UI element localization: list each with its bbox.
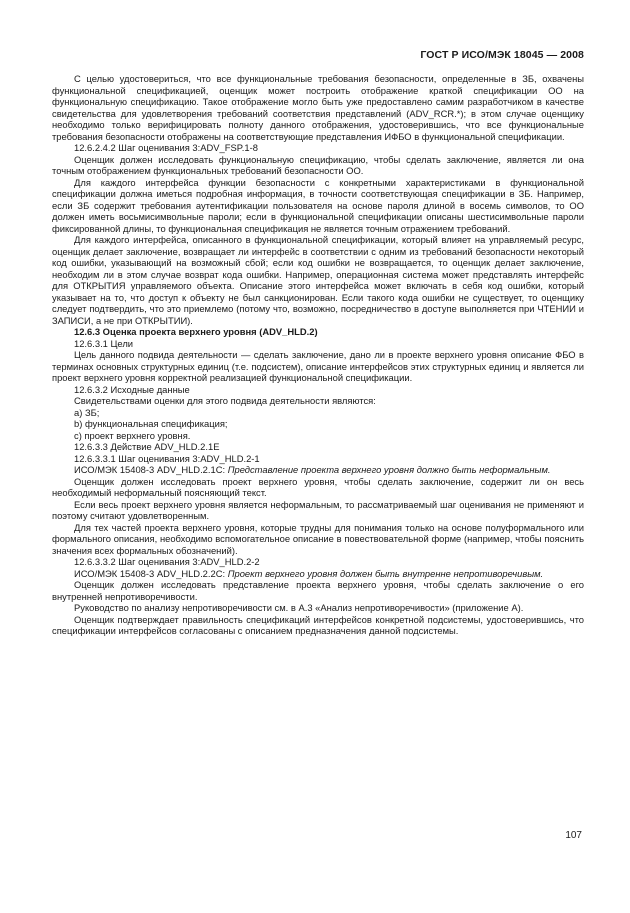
requirement-ref: ИСО/МЭК 15408-3 ADV_HLD.2.1С: (74, 464, 228, 475)
paragraph: 12.6.3.3.1 Шаг оценивания 3:ADV_HLD.2-1 (74, 452, 260, 464)
list-item: с) проект верхнего уровня. (74, 429, 191, 441)
paragraph: 12.6.3.3.2 Шаг оценивания 3:ADV_HLD.2-2 (74, 556, 260, 567)
paragraph: Оценщик подтверждает правильность спецификаций интерфейсов конкретной подсистемы, удостоверившись, что спецификации интерфейсов согласованы с описанием предназначения данной подсистемы. (52, 613, 584, 636)
paragraph: Для каждого интерфейса, описанного в функциональной спецификации, который влияет на управляемый ресурс, оценщик делает заключение, возвращает ли интерфейс в соответствии с одним из требований безопасности некоторый код ошибки, указывающий на возможный сбой; если код ошибки не возвращается, то оценщик делает заключение, необходим ли в этом случае возврат кода ошибки. Например, операционная система может представлять интерфейс для ОТКРЫТИЯ управляемого объекта. Описание этого интерфейса может включать в себя код ошибки, который указывает на то, что доступ к объекту не был санкционирован. Если такого кода ошибки не существует, то оценщику следует подтвердить, что это приемлемо (потому что, возможно, посредничество в доступе выполняется при ЧТЕНИИ и ЗАПИСИ, а не при ОТКРЫТИИ). (52, 234, 584, 326)
requirement-ref: ИСО/МЭК 15408-3 ADV_HLD.2.2С: (74, 567, 228, 579)
paragraph: Свидетельствами оценки для этого подвида деятельности являются: (74, 395, 376, 406)
paragraph: Если весь проект верхнего уровня является неформальным, то рассматриваемый шаг оценивания не применяют и поэтому считают удовлетворенным. (52, 498, 584, 521)
paragraph: С целью удостовериться, что все функциональные требования безопасности, определенные в ЗБ, охвачены функциональной спецификацией, оценщик может построить отображение краткой спецификации ОО на функциональную спецификацию. Такое отображение могло быть уже предоставлено самим разработчиком в качестве свидетельства для удовлетворения требований соответствия представлений (ADV_RCR.*); в этом случае оценщику необходимо только верифицировать полноту данного отображения, удостоверившись, что все функциональные требования безопасности отображены на соответствующие представления ИФБО в функциональной спецификации. (52, 73, 584, 142)
paragraph: Оценщик должен исследовать проект верхнего уровня, чтобы сделать заключение, содержит ли он весь необходимый неформальный поясняющий текст. (52, 475, 584, 498)
paragraph: 12.6.2.4.2 Шаг оценивания 3:ADV_FSP.1-8 (74, 142, 258, 153)
paragraph: Оценщик должен исследовать функциональную спецификацию, чтобы сделать заключение, является ли она точным отображением функциональных требований безопасности ОО. (52, 153, 584, 176)
paragraph: Для каждого интерфейса функции безопасности с конкретными характеристиками в функциональной спецификации должна иметься подробная информация, в точности соответствующая спецификации в ЗБ. Например, если ЗБ содержит требования аутентификации пользователя на основе пароля длиной в восемь символов, то ОО должен иметь восьмисимвольные пароли; если в функциональной спецификации описаны шестисимвольные пароли фиксированной длины, то функциональная спецификация не является точным отражением требований. (52, 176, 584, 234)
requirement-text: Представление проекта верхнего уровня должно быть неформальным. (227, 464, 551, 475)
section-heading: 12.6.3 Оценка проекта верхнего уровня (ADV_HLD.2) (74, 326, 318, 337)
page-body (52, 73, 584, 637)
paragraph: 12.6.3.2 Исходные данные (74, 383, 190, 395)
list-item: b) функциональная спецификация; (74, 418, 228, 429)
paragraph: Оценщик должен исследовать представление проекта верхнего уровня, чтобы сделать заключение о его внутренней непротиворечивости. (52, 579, 584, 602)
paragraph: 12.6.3.3 Действие ADV_HLD.2.1Е (74, 441, 220, 452)
requirement-paragraph (52, 464, 584, 476)
paragraph: Для тех частей проекта верхнего уровня, которые трудны для понимания только на основе полуформального или формального описания, необходимо вспомогательное описание в повествовательной форме (например, чтобы пояснить значения всех формальных обозначений). (52, 521, 584, 556)
page-number: 107 (565, 830, 582, 841)
paragraph: Руководство по анализу непротиворечивости см. в А.3 «Анализ непротиворечивости» (приложение А). (74, 602, 524, 613)
paragraph: 12.6.3.1 Цели (74, 337, 134, 349)
requirement-text: Проект верхнего уровня должен быть внутренне непротиворечивым. (227, 567, 544, 579)
list-item: а) ЗБ; (74, 406, 100, 418)
paragraph: Цель данного подвида деятельности — сделать заключение, дано ли в проекте верхнего уровня описание ФБО в терминах основных структурных единиц (т.е. подсистем), описание интерфейсов этих структурных единиц и является ли проект верхнего уровня корректной реализацией функциональной спецификации. (52, 349, 584, 383)
requirement-paragraph (52, 568, 584, 580)
document-header: ГОСТ Р ИСО/МЭК 18045 — 2008 (420, 49, 584, 61)
